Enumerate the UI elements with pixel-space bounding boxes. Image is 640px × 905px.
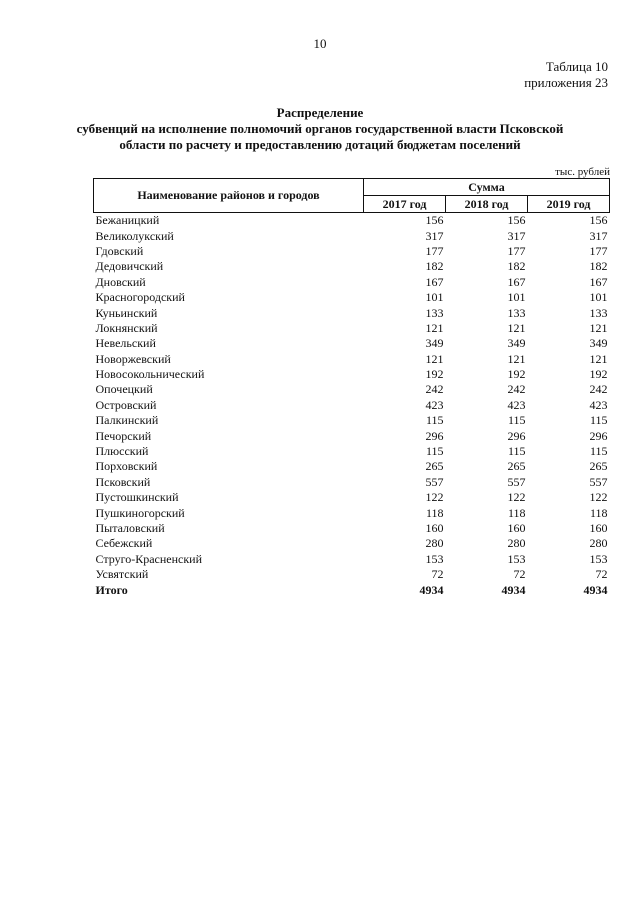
table-row — [94, 352, 610, 367]
amount-cell: 133 — [425, 305, 444, 320]
district-name: Усвятский — [95, 567, 149, 582]
amount-cell: 118 — [589, 505, 608, 520]
amount-cell: 317 — [507, 228, 526, 243]
table-row — [94, 244, 610, 259]
district-name: Бежаницкий — [95, 213, 160, 228]
amount-cell: 296 — [589, 428, 608, 443]
table-row — [94, 428, 610, 443]
amount-cell: 156 — [425, 213, 444, 228]
table-row — [94, 336, 610, 351]
header-year-2018: 2018 год — [446, 196, 528, 213]
amount-cell: 156 — [589, 213, 608, 228]
table-row — [94, 413, 610, 428]
district-name: Пыталовский — [95, 521, 165, 535]
district-name: Себежский — [95, 536, 153, 551]
table-row — [94, 382, 610, 397]
amount-cell: 121 — [425, 320, 444, 335]
amount-cell: 160 — [425, 521, 444, 535]
amount-cell: 423 — [507, 397, 526, 412]
amount-cell: 122 — [589, 490, 608, 505]
table-row — [94, 290, 610, 305]
amount-cell: 265 — [589, 459, 608, 474]
amount-cell: 242 — [507, 382, 526, 397]
table-row — [94, 475, 610, 490]
amount-cell: 192 — [589, 367, 608, 382]
amount-cell: 153 — [507, 551, 526, 566]
amount-cell: 115 — [589, 413, 608, 428]
table-row — [94, 305, 610, 320]
amount-cell: 4934 — [501, 582, 526, 597]
amount-cell: 133 — [507, 305, 526, 320]
table-row — [94, 567, 610, 582]
amount-cell: 101 — [589, 290, 608, 305]
table-row — [94, 490, 610, 505]
district-name: Дедовичский — [95, 259, 164, 274]
amount-cell: 121 — [507, 320, 526, 335]
amount-cell: 177 — [589, 243, 608, 258]
table-row — [94, 398, 610, 413]
amount-cell: 118 — [425, 505, 444, 520]
amount-cell: 182 — [507, 259, 526, 274]
table-row — [94, 367, 610, 382]
table-row — [94, 552, 610, 567]
amount-cell: 349 — [589, 336, 608, 351]
amount-cell: 557 — [425, 474, 444, 489]
amount-cell: 153 — [589, 551, 608, 566]
table-row — [94, 505, 610, 520]
amount-cell: 118 — [507, 505, 526, 520]
amount-cell: 265 — [507, 459, 526, 474]
district-name: Опочецкий — [95, 382, 153, 397]
amount-cell: 101 — [425, 290, 444, 305]
amount-cell: 115 — [425, 413, 444, 428]
amount-cell: 4934 — [419, 582, 444, 597]
total-row — [94, 582, 610, 597]
table-row — [94, 275, 610, 290]
amount-cell: 182 — [425, 259, 444, 274]
table-label — [524, 59, 608, 91]
amount-cell: 557 — [507, 474, 526, 489]
amount-cell: 296 — [425, 428, 444, 443]
amount-cell: 156 — [507, 213, 526, 228]
header-year-2019: 2019 год — [528, 196, 610, 213]
amount-cell: 115 — [507, 413, 526, 428]
district-name: Новоржевский — [95, 351, 171, 366]
amount-cell: 557 — [589, 474, 608, 489]
district-name: Плюсский — [95, 444, 149, 459]
amount-cell: 167 — [507, 274, 526, 289]
amount-cell: 280 — [507, 536, 526, 551]
header-year-2017: 2017 год — [364, 196, 446, 213]
amount-cell: 115 — [425, 444, 444, 459]
title-line3: области по расчету и предоставлению дотаций бюджетам поселений — [119, 137, 521, 152]
amount-cell: 133 — [589, 305, 608, 320]
amount-cell: 242 — [425, 382, 444, 397]
amount-cell: 349 — [507, 336, 526, 351]
district-name: Порховский — [95, 459, 158, 474]
table-row — [94, 321, 610, 336]
amount-cell: 121 — [589, 351, 608, 366]
table-row — [94, 459, 610, 474]
district-name: Палкинский — [95, 413, 159, 428]
table-row — [94, 444, 610, 459]
amount-cell: 317 — [425, 228, 444, 243]
amount-cell: 122 — [507, 490, 526, 505]
title-line1: Распределение — [276, 105, 364, 120]
table-row — [94, 213, 610, 229]
amount-cell: 242 — [589, 382, 608, 397]
table-row — [94, 521, 610, 536]
amount-cell: 296 — [507, 428, 526, 443]
amount-cell: 115 — [589, 444, 608, 459]
amount-cell: 192 — [507, 367, 526, 382]
amount-cell: 101 — [507, 290, 526, 305]
amount-cell: 72 — [595, 567, 608, 582]
district-name: Печорский — [95, 428, 152, 443]
amount-cell: 265 — [425, 459, 444, 474]
amount-cell: 72 — [513, 567, 526, 582]
amount-cell: 280 — [589, 536, 608, 551]
district-name: Дновский — [95, 274, 146, 289]
amount-cell: 423 — [425, 397, 444, 412]
amount-cell: 177 — [425, 243, 444, 258]
amount-cell: 121 — [589, 320, 608, 335]
amount-cell: 192 — [425, 367, 444, 382]
subsidy-table — [93, 178, 610, 598]
district-name: Новосокольнический — [95, 367, 205, 382]
amount-cell: 167 — [589, 274, 608, 289]
amount-cell: 121 — [507, 351, 526, 366]
district-name: Красногородский — [95, 290, 185, 305]
district-name: Гдовский — [95, 243, 144, 258]
district-name: Пушкиногорский — [95, 505, 185, 520]
amount-cell: 160 — [507, 521, 526, 535]
district-name: Куньинский — [95, 305, 158, 320]
district-name: Локнянский — [95, 320, 158, 335]
amount-cell: 349 — [425, 336, 444, 351]
table-row — [94, 259, 610, 274]
amount-cell: 121 — [425, 351, 444, 366]
amount-cell: 115 — [507, 444, 526, 459]
document-title — [60, 105, 580, 153]
table-body — [94, 213, 610, 598]
amount-cell: 4934 — [583, 582, 608, 597]
page-number: 10 — [313, 36, 327, 51]
table-row — [94, 536, 610, 551]
amount-cell: 423 — [589, 397, 608, 412]
table-label-line1: Таблица 10 — [545, 59, 608, 74]
amount-cell: 122 — [425, 490, 444, 505]
title-line2: субвенций на исполнение полномочий органов государственной власти Псковской — [76, 121, 564, 136]
district-name: Невельский — [95, 336, 156, 351]
header-district-name: Наименование районов и городов — [94, 179, 364, 213]
district-name: Струго-Красненский — [95, 551, 203, 566]
amount-cell: 177 — [507, 243, 526, 258]
table-row — [94, 228, 610, 243]
district-name: Великолукский — [95, 228, 174, 243]
district-name: Псковский — [95, 474, 151, 489]
amount-cell: 160 — [589, 521, 608, 535]
amount-cell: 167 — [425, 274, 444, 289]
units-label: тыс. рублей — [555, 166, 610, 178]
district-name: Пустошкинский — [95, 490, 179, 505]
amount-cell: 72 — [431, 567, 444, 582]
header-sum: Сумма — [364, 179, 610, 196]
amount-cell: 153 — [425, 551, 444, 566]
amount-cell: 317 — [589, 228, 608, 243]
amount-cell: 182 — [589, 259, 608, 274]
amount-cell: 280 — [425, 536, 444, 551]
table-label-line2: приложения 23 — [524, 75, 608, 90]
district-name: Островский — [95, 397, 157, 412]
total-label: Итого — [95, 582, 128, 597]
